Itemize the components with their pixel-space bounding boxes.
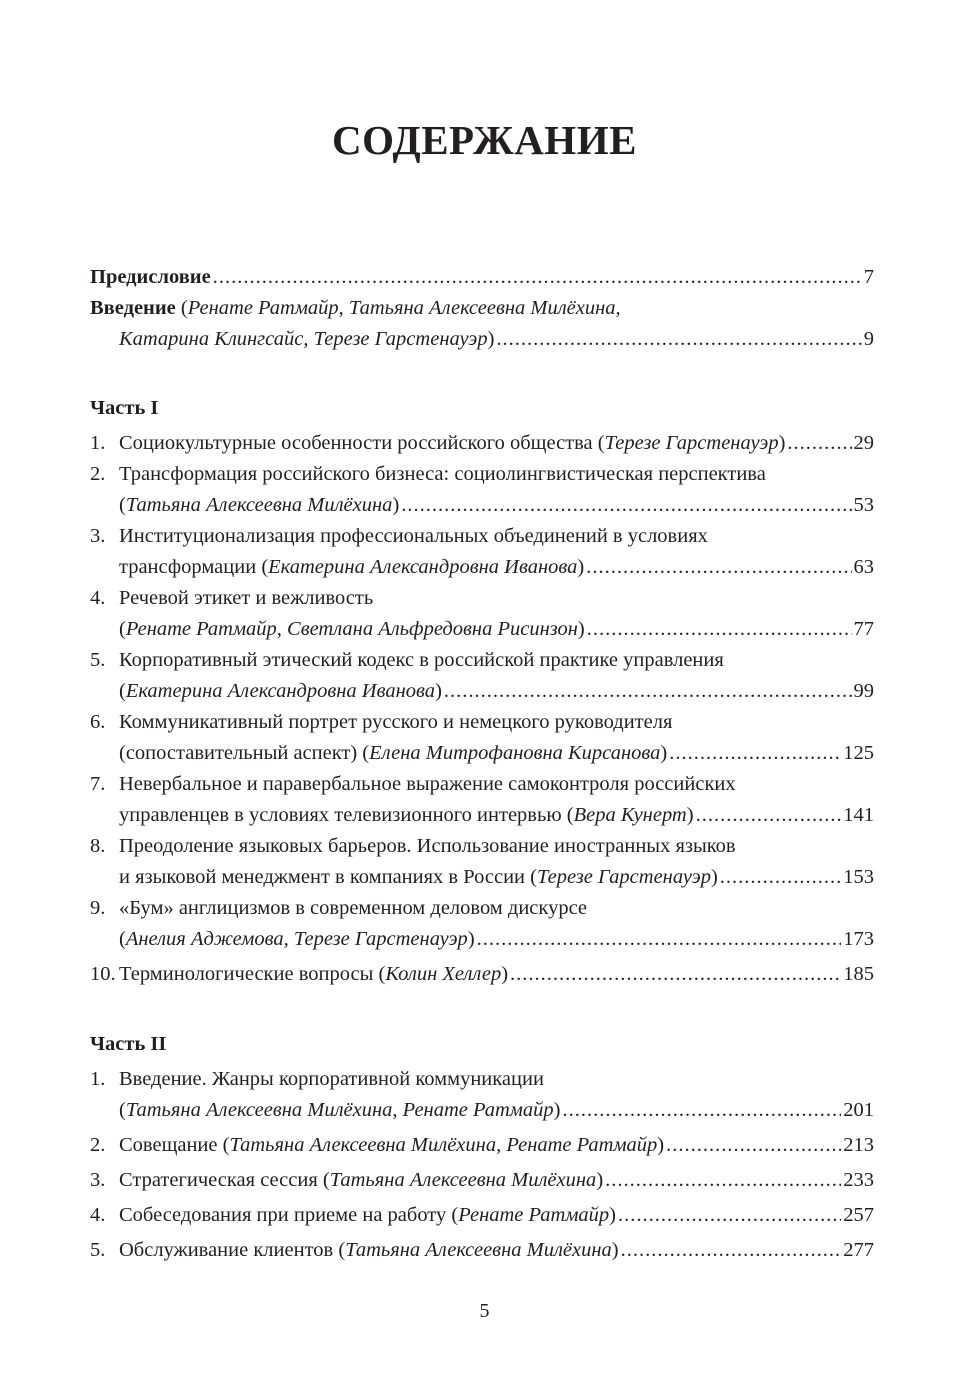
entry-authors: Елена Митрофановна Кирсанова xyxy=(369,742,661,764)
entry-authors: Татьяна Алексеевна Милёхина, Ренате Ратмайр xyxy=(125,1099,554,1121)
page-number: 7 xyxy=(863,266,874,288)
entry-authors: Ренате Ратмайр xyxy=(458,1204,610,1226)
entry-authors: Терезе Гарстенауэр xyxy=(604,432,779,454)
leader-dots xyxy=(562,1095,841,1126)
leader-dots xyxy=(696,800,842,831)
entry-title: Введение xyxy=(90,297,176,319)
entry-number: 2. xyxy=(90,1134,106,1156)
page-number: 141 xyxy=(843,804,874,826)
entry-number: 4. xyxy=(90,1204,106,1226)
toc-entry-intro[interactable]: Введение ( Ренате Ратмайр, Татьяна Алексеевна Милёхина, xyxy=(90,293,874,324)
entry-number: 5. xyxy=(90,1239,106,1261)
entry-title-cont: управленцев в условиях телевизионного интервью ( xyxy=(119,804,574,826)
page-number: 185 xyxy=(843,963,874,985)
entry-authors: Татьяна Алексеевна Милёхина xyxy=(125,494,393,516)
entry-number: 7. xyxy=(90,773,106,795)
page-number: 173 xyxy=(843,928,874,950)
entry-number: 6. xyxy=(90,711,106,733)
leader-dots xyxy=(666,1130,841,1161)
entry-title: Социокультурные особенности российского общества ( xyxy=(119,432,605,454)
page-title: СОДЕРЖАНИЕ xyxy=(332,117,637,163)
entry-title: Невербальное и паравербальное выражение самоконтроля российских xyxy=(119,773,736,795)
page-number: 201 xyxy=(843,1099,874,1121)
part-heading: Часть I xyxy=(90,397,159,419)
toc-entry[interactable] xyxy=(90,521,874,552)
leader-dots xyxy=(621,1235,842,1266)
entry-title: Коммуникативный портрет русского и немецкого руководителя xyxy=(119,711,673,733)
page-number: 9 xyxy=(863,328,874,350)
toc-entry[interactable]: 4. Собеседования при приеме на работу ( Ренате Ратмайр ) ..... 257 xyxy=(90,1200,874,1231)
toc-entry-cont[interactable]: ( Анелия Аджемова, Терезе Гарстенауэр ) ..... 173 xyxy=(90,924,874,955)
toc-entry[interactable] xyxy=(90,645,874,676)
entry-title: Трансформация российского бизнеса: социолингвистическая перспектива xyxy=(119,463,766,485)
leader-dots xyxy=(618,1200,841,1231)
leader-dots xyxy=(669,738,841,769)
entry-authors: Анелия Аджемова, Терезе Гарстенауэр xyxy=(125,928,468,950)
toc-entry[interactable]: 5. Обслуживание клиентов ( Татьяна Алексеевна Милёхина ) ..... 277 xyxy=(90,1235,874,1266)
entry-authors: Терезе Гарстенауэр xyxy=(536,866,711,888)
entry-title: Совещание ( xyxy=(119,1134,230,1156)
entry-number: 3. xyxy=(90,525,106,547)
toc-entry-cont[interactable]: и языковой менеджмент в компаниях в России ( Терезе Гарстенауэр ) ..... 153 xyxy=(90,862,874,893)
entry-authors: Катарина Клингсайс, Терезе Гарстенауэр xyxy=(119,328,488,350)
entry-authors: Вера Кунерт xyxy=(573,804,687,826)
entry-number: 3. xyxy=(90,1169,106,1191)
page-number: 77 xyxy=(853,618,874,640)
page-number: 257 xyxy=(843,1204,874,1226)
toc-entry-preface[interactable] xyxy=(90,262,874,293)
entry-number: 1. xyxy=(90,432,106,454)
toc-part-2 xyxy=(90,1029,874,1266)
page-number: 277 xyxy=(843,1239,874,1261)
leader-dots xyxy=(586,552,851,583)
entry-title: Обслуживание клиентов ( xyxy=(119,1239,346,1261)
toc-entry[interactable]: 1. Социокультурные особенности российского общества ( Терезе Гарстенауэр ) ..... 29 xyxy=(90,428,874,459)
leader-dots xyxy=(401,490,851,521)
leader-dots xyxy=(720,862,841,893)
entry-title: Корпоративный этический кодекс в российской практике управления xyxy=(119,649,724,671)
page-number: 63 xyxy=(853,556,874,578)
page-number: 125 xyxy=(843,742,874,764)
entry-title: Речевой этикет и вежливость xyxy=(119,587,374,609)
toc-entry-cont[interactable]: управленцев в условиях телевизионного интервью ( Вера Кунерт ) ..... 141 xyxy=(90,800,874,831)
entry-authors: Татьяна Алексеевна Милёхина xyxy=(345,1239,612,1261)
entry-title-cont: трансформации ( xyxy=(119,556,269,578)
toc-entry[interactable] xyxy=(90,459,874,490)
entry-number: 9. xyxy=(90,897,106,919)
leader-dots xyxy=(444,676,852,707)
entry-number: 8. xyxy=(90,835,106,857)
page-number: 29 xyxy=(853,432,874,454)
toc-entry[interactable] xyxy=(90,1064,874,1095)
toc-part-1 xyxy=(90,393,874,990)
entry-number: 5. xyxy=(90,649,106,671)
toc-entry-cont[interactable]: трансформации ( Екатерина Александровна Иванова ) ..... 63 xyxy=(90,552,874,583)
toc-entry[interactable]: 10. Терминологические вопросы ( Колин Хеллер ) ..... 185 xyxy=(90,959,874,990)
toc-entry-cont[interactable]: ( Татьяна Алексеевна Милёхина ) ..... 53 xyxy=(90,490,874,521)
toc-entry[interactable] xyxy=(90,707,874,738)
toc-entry[interactable] xyxy=(90,583,874,614)
entry-authors: Ренате Ратмайр, Татьяна Алексеевна Милёхина, xyxy=(187,297,621,319)
entry-number: 4. xyxy=(90,587,106,609)
leader-dots xyxy=(477,924,842,955)
entry-title: Преодоление языковых барьеров. Использование иностранных языков xyxy=(119,835,736,857)
toc-entry-cont[interactable]: (сопоставительный аспект) ( Елена Митрофановна Кирсанова ) ..... 125 xyxy=(90,738,874,769)
entry-title: Собеседования при приеме на работу ( xyxy=(119,1204,459,1226)
entry-title: Введение. Жанры корпоративной коммуникации xyxy=(119,1068,544,1090)
entry-authors: Екатерина Александровна Иванова xyxy=(125,680,436,702)
toc-entry-cont[interactable]: ( Татьяна Алексеевна Милёхина, Ренате Ратмайр ) ..... 201 xyxy=(90,1095,874,1126)
page-number: 153 xyxy=(843,866,874,888)
toc-entry-cont[interactable]: ( Ренате Ратмайр, Светлана Альфредовна Рисинзон ) ..... 77 xyxy=(90,614,874,645)
entry-authors: Ренате Ратмайр, Светлана Альфредовна Рисинзон xyxy=(125,618,578,640)
entry-number: 2. xyxy=(90,463,106,485)
leader-dots xyxy=(496,324,861,355)
page-folio: 5 xyxy=(479,1300,490,1322)
entry-authors: Татьяна Алексеевна Милёхина, Ренате Ратмайр xyxy=(229,1134,658,1156)
toc-entry[interactable] xyxy=(90,831,874,862)
entry-title-cont: (сопоставительный аспект) ( xyxy=(119,742,370,764)
leader-dots xyxy=(605,1165,841,1196)
leader-dots xyxy=(213,262,862,293)
entry-authors: Татьяна Алексеевна Милёхина xyxy=(329,1169,597,1191)
entry-number: 10. xyxy=(90,963,116,985)
page-number: 99 xyxy=(853,680,874,702)
entry-title: Стратегическая сессия ( xyxy=(119,1169,330,1191)
toc-entry-intro-cont[interactable]: Катарина Клингсайс, Терезе Гарстенауэр ) ..... 9 xyxy=(90,324,874,355)
page-number: 213 xyxy=(843,1134,874,1156)
leader-dots xyxy=(587,614,852,645)
entry-title: Институционализация профессиональных объединений в условиях xyxy=(119,525,708,547)
entry-number: 1. xyxy=(90,1068,106,1090)
page-number: 233 xyxy=(843,1169,874,1191)
leader-dots xyxy=(510,959,841,990)
toc-entry[interactable]: 3. Стратегическая сессия ( Татьяна Алексеевна Милёхина ) ..... 233 xyxy=(90,1165,874,1196)
toc-entry[interactable]: 2. Совещание ( Татьяна Алексеевна Милёхина, Ренате Ратмайр ) ..... 213 xyxy=(90,1130,874,1161)
entry-authors: Екатерина Александровна Иванова xyxy=(268,556,578,578)
leader-dots xyxy=(787,428,851,459)
entry-title: Предисловие xyxy=(90,266,211,288)
page-number: 53 xyxy=(853,494,874,516)
entry-authors: Колин Хеллер xyxy=(385,963,502,985)
part-heading: Часть II xyxy=(90,1033,167,1055)
entry-title-cont: и языковой менеджмент в компаниях в России ( xyxy=(119,866,537,888)
toc-entry[interactable] xyxy=(90,769,874,800)
toc-entry[interactable] xyxy=(90,893,874,924)
toc-entry-cont[interactable]: ( Екатерина Александровна Иванова ) ..... 99 xyxy=(90,676,874,707)
entry-title: «Бум» англицизмов в современном деловом дискурсе xyxy=(119,897,588,919)
toc-front xyxy=(90,262,874,355)
entry-title: Терминологические вопросы ( xyxy=(119,963,386,985)
